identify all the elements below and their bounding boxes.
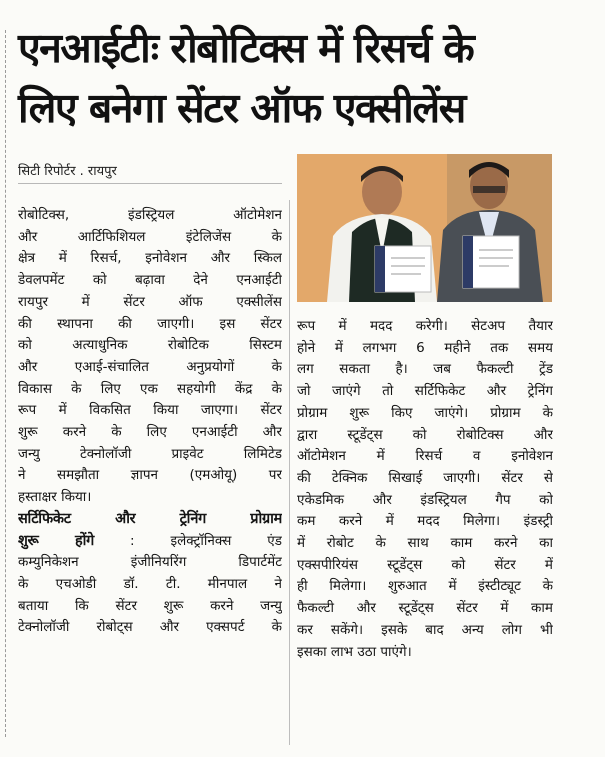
body-line: द्वारा स्टूडेंट्स को रोबोटिक्स और (297, 426, 553, 443)
subheading-line-2 (18, 531, 282, 553)
body-line: एकेडमिक और इंडस्ट्रियल गैप को (297, 491, 553, 508)
body-line: की स्थापना की जाएगी। इस सेंटर (18, 315, 282, 332)
mou-photo (297, 154, 552, 302)
article-column-left (18, 205, 282, 639)
subheading-continued: शुरू होंगे (18, 532, 94, 549)
body-line: कम करने में मदद मिलेगा। इंडस्ट्री (297, 513, 553, 530)
body-line: बताया कि सेंटर शुरू करने जन्यु (18, 597, 282, 614)
body-line: डेवलपमेंट को बढ़ावा देने एनआईटी (18, 272, 282, 289)
body-line: फैकल्टी और स्टूडेंट्स सेंटर में काम (297, 600, 553, 617)
body-line: एक्सपीरियंस स्टूडेंट्स को सेंटर में (297, 556, 553, 573)
mou-photo-illustration (297, 154, 552, 302)
article-column-right (297, 316, 553, 663)
body-line: टेक्नोलॉजी रोबोट्स और एक्सपर्ट के (18, 619, 282, 636)
body-line: को अत्याधुनिक रोबोटिक सिस्टम (18, 337, 282, 354)
subheading: सर्टिफिकेट और ट्रेनिंग प्रोग्राम (18, 510, 282, 527)
article-headline (18, 18, 598, 138)
byline-divider (18, 183, 282, 184)
body-line: हस्ताक्षर किया। (18, 489, 92, 506)
page-edge-rule (5, 30, 6, 737)
body-line: और एआई-संचालित अनुप्रयोगों के (18, 358, 282, 375)
body-line: जो जाएंगे तो सर्टिफिकेट और ट्रेनिंग (297, 383, 553, 400)
column-divider (289, 200, 290, 745)
headline-line-1: एनआईटीः रोबोटिक्स में रिसर्च के (18, 24, 474, 72)
body-line: होने में लगभग 6 महीने तक समय (297, 339, 553, 356)
byline: सिटी रिपोर्टर . रायपुर (18, 164, 117, 179)
body-line: इसका लाभ उठा पाएंगे। (297, 643, 412, 660)
body-text-inline: : इलेक्ट्रॉनिक्स एंड (93, 532, 282, 549)
body-line: और आर्टिफिशियल इंटेलिजेंस के (18, 228, 282, 245)
body-line: क्षेत्र में रिसर्च, इनोवेशन और स्किल (18, 250, 282, 267)
body-line: में रोबोट के साथ काम करने का (297, 535, 553, 552)
headline-line-2: लिए बनेगा सेंटर ऑफ एक्सीलेंस (18, 84, 465, 132)
body-line: रायपुर में सेंटर ऑफ एक्सीलेंस (18, 293, 282, 310)
body-line: लग सकता है। जब फैकल्टी ट्रेंड (297, 361, 553, 378)
body-line: के एचओडी डॉ. टी. मीनपाल ने (18, 575, 282, 592)
body-line: प्रोग्राम शुरू किए जाएंगे। प्रोग्राम के (297, 404, 553, 421)
body-line: रोबोटिक्स, इंडस्ट्रियल ऑटोमेशन (18, 207, 282, 223)
body-line: ही मिलेगा। शुरुआत में इंस्टीट्यूट के (297, 578, 553, 595)
body-line: विकास के लिए एक सहयोगी केंद्र के (18, 380, 282, 397)
body-line: जन्यु टेक्नोलॉजी प्राइवेट लिमिटेड (18, 445, 282, 462)
body-line: ऑटोमेशन में रिसर्च व इनोवेशन (297, 448, 553, 465)
body-line: रूप में विकसित किया जाएगा। सेंटर (18, 402, 282, 419)
body-line: कम्युनिकेशन इंजीनियरिंग डिपार्टमेंट (18, 554, 282, 571)
body-line: की टेक्निक सिखाई जाएगी। सेंटर से (297, 469, 553, 486)
body-line: शुरू करने के लिए एनआईटी और (18, 424, 282, 441)
body-line: ने समझौता ज्ञापन (एमओयू) पर (18, 467, 282, 484)
body-line: कर सकेंगे। इसके बाद अन्य लोग भी (297, 621, 553, 638)
body-line: रूप में मदद करेगी। सेटअप तैयार (297, 318, 553, 334)
